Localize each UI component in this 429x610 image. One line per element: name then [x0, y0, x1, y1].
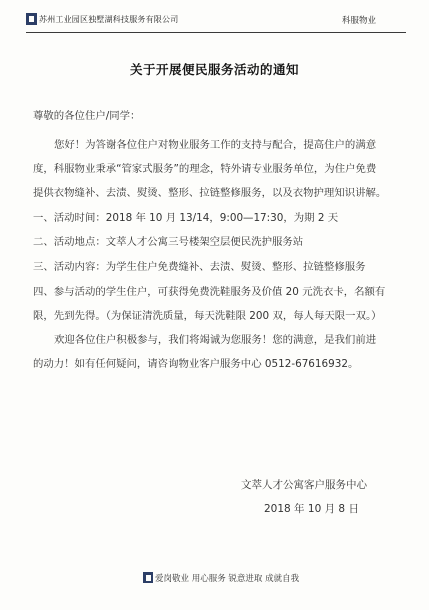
closing-line: 欢迎各位住户积极参与，我们将竭诚为您服务！您的满意，是我们前进: [54, 334, 377, 346]
contact-line: 的动力！如有任何疑问，请咨询物业客户服务中心 0512-67616932。: [33, 358, 359, 370]
footer-slogan: 爱岗敬业 用心服务 锐意进取 成就自我: [155, 574, 300, 584]
notice-title: 关于开展便民服务活动的通知: [129, 62, 299, 77]
activity-location: 二、活动地点：文萃人才公寓三号楼架空层便民洗护服务站: [33, 236, 304, 248]
brand-name: 科服物业: [341, 16, 376, 26]
paragraph-line: 提供衣物缝补、去渍、熨烫、整形、拉链整修服务，以及衣物护理知识讲解。: [33, 187, 387, 199]
activity-benefit-cont: 限，先到先得。（为保证清洗质量，每天洗鞋限 200 双，每人每天限一双。）: [33, 310, 382, 322]
company-logo-icon: [26, 13, 37, 25]
paragraph-line: 您好！为答谢各位住户对物业服务工作的支持与配合，提高住户的满意: [54, 139, 377, 151]
company-name: 苏州工业园区独墅湖科技服务有限公司: [39, 15, 179, 24]
signature-org: 文萃人才公寓客户服务中心: [241, 479, 367, 491]
activity-benefit: 四、参与活动的学生住户，可获得免费洗鞋服务及价值 20 元洗衣卡，名额有: [33, 286, 386, 298]
letterhead: [26, 12, 406, 33]
activity-time: 一、活动时间：2018 年 10 月 13/14，9:00—17:30，为期 2 天: [33, 212, 339, 224]
signature-date: 2018 年 10 月 8 日: [264, 503, 359, 515]
activity-content: 三、活动内容：为学生住户免费缝补、去渍、熨烫、整形、拉链整修服务: [33, 261, 366, 273]
paragraph-line: 度，科服物业秉承“管家式服务”的理念，特外请专业服务单位，为住户免费: [33, 163, 377, 175]
greeting: 尊敬的各位住户/同学：: [33, 110, 141, 122]
footer-logo-icon: [143, 572, 153, 583]
